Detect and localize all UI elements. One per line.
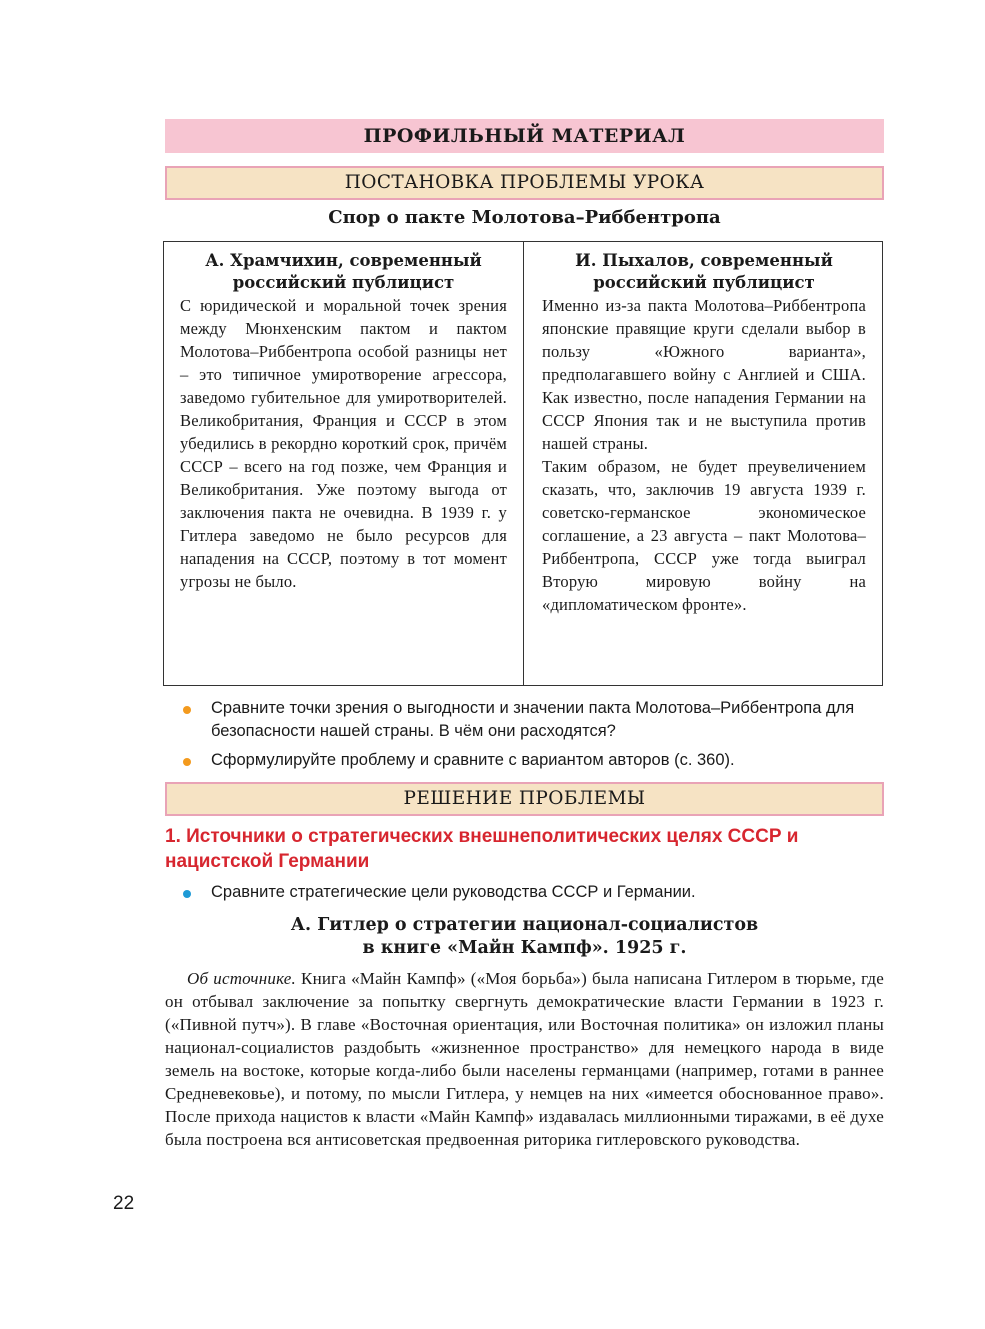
section-heading: 1. Источники о стратегических внешнеполитических целях СССР и нацистской Германии	[165, 826, 799, 872]
source-label: Об источнике.	[187, 969, 296, 988]
source-text: Книга «Майн Кампф» («Моя борьба») была написана Гитлером в тюрьме, где он отбывал заключение за попытку свергнуть демократические власти Германии в 1923 г. («Пивной путч»). В главе «Восточная ориентация, или Восточная политика» он изложил планы национал-социалистов раздобыть «жизненное пространство» для немецкого народа в виде земель на востоке, которые когда-либо были населены германцами (например, готами в раннее Средневековье), и потому, по мысли Гитлера, у немцев на них «имеется обоснованное право». После прихода нацистов к власти «Майн Кампф» издавалась миллионными тиражами, в её духе была построена вся антисоветская предвоенная риторика гитлеровского руководства.	[165, 969, 884, 1149]
problem-setting-banner: ПОСТАНОВКА ПРОБЛЕМЫ УРОКА	[165, 166, 884, 200]
opinion-text: Именно из-за пакта Молотова–Риббентропа японские правящие круги сделали выбор в пользу «Южного варианта», предполагавшего войну с Англией и США. Как известно, после нападения Германии на СССР Япония так и не выступила против нашей страны.	[542, 296, 866, 453]
opinion-pykhalov	[523, 242, 882, 685]
source-title	[165, 914, 884, 960]
dispute-title: Спор о пакте Молотова–Риббентропа	[328, 207, 721, 228]
opinions-table	[163, 241, 883, 686]
task-text: Сравните стратегические цели руководства СССР и Германии.	[211, 883, 696, 901]
profile-material-banner: ПРОФИЛЬНЫЙ МАТЕРИАЛ	[165, 119, 884, 153]
opinion-text: С юридической и моральной точек зрения между Мюнхенским пактом и пактом Молотова–Риббентропа особой разницы нет – это типичное умиротворение агрессора, заведомо губительное для умиротворителей. Великобритания, Франция и СССР в этом убедились в рекордно короткий срок, причём СССР – всего на год позже, чем Франция и Великобритания. Уже поэтому выгода от заключения пакта не очевидна. В 1939 г. у Гитлера заведомо не было ресурсов для нападения на СССР, поэтому в тот момент угрозы не было.	[180, 296, 507, 591]
problem-solution-banner: РЕШЕНИЕ ПРОБЛЕМЫ	[165, 782, 884, 816]
bullet-dot-icon	[183, 758, 191, 766]
question-text: Сформулируйте проблему и сравните с вариантом авторов (с. 360).	[211, 751, 735, 769]
opinion-author: И. Пыхалов, современный российский публицист	[575, 251, 833, 292]
question-item	[186, 697, 886, 743]
task-item	[186, 881, 886, 904]
bullet-dot-icon	[183, 890, 191, 898]
opinion-text-conclusion: Таким образом, не будет преувеличением сказать, что, заключив 19 августа 1939 г. советско-германское экономическое соглашение, а 23 августа – пакт Молотова–Риббентропа, СССР уже тогда выиграл Вторую мировую войну на «дипломатическом фронте».	[542, 457, 866, 614]
source-description	[165, 967, 884, 1151]
page-number: 22	[113, 1193, 135, 1214]
opinion-author: А. Храмчихин, современный российский публицист	[205, 251, 482, 292]
source-title-line: в книге «Майн Кампф». 1925 г.	[362, 938, 687, 958]
opinion-khramchikhin	[164, 242, 523, 685]
bullet-dot-icon	[183, 706, 191, 714]
question-item	[186, 749, 886, 772]
question-text: Сравните точки зрения о выгодности и значении пакта Молотова–Риббентропа для безопасности нашей страны. В чём они расходятся?	[211, 699, 855, 740]
source-title-line: А. Гитлер о стратегии национал-социалистов	[290, 915, 759, 935]
